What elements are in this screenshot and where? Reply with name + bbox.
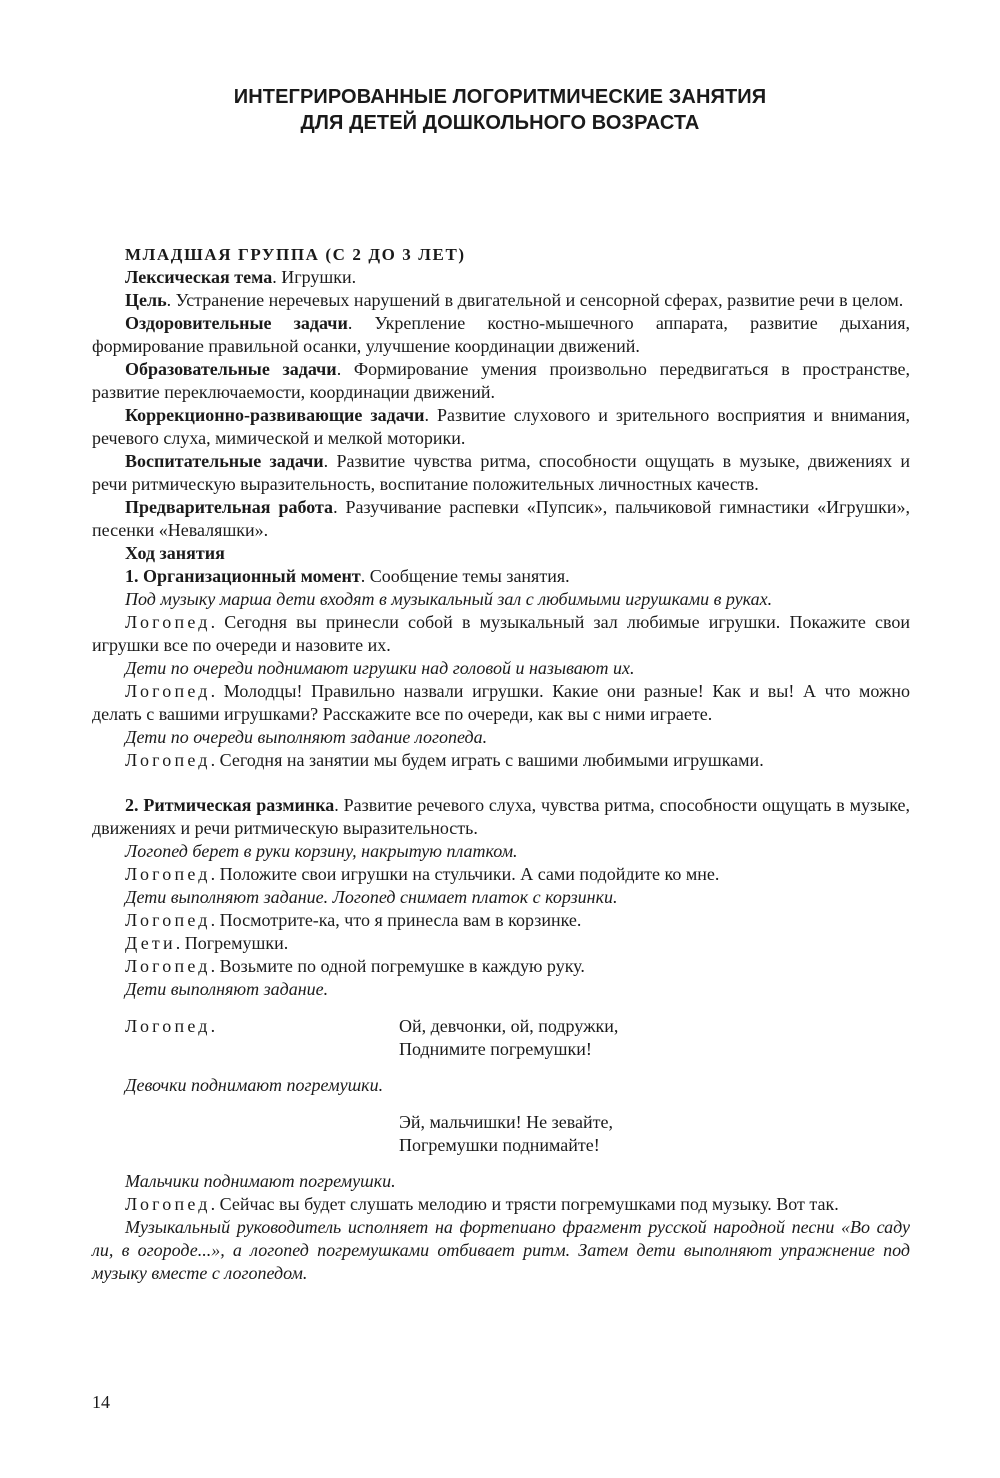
- stage-direction: Мальчики поднимают погремушки.: [125, 1171, 396, 1191]
- intro-text: . Разучивание распевки «Пупсик», пальчиковой гимнастики «Игрушки», песенки «Неваляшки».: [92, 497, 910, 540]
- intro-paragraph: [92, 496, 910, 542]
- stage-direction: Девочки поднимают погремушки.: [125, 1075, 384, 1095]
- speech-text: . Сегодня вы принесли собой в музыкальный зал любимые игрушки. Покажите свои игрушки все по очереди и назовите их.: [92, 612, 910, 655]
- stage-direction: Дети по очереди поднимают игрушки над головой и называют их.: [125, 658, 635, 678]
- intro-paragraph: [92, 289, 910, 312]
- stage-direction: Музыкальный руководитель исполняет на фортепиано фрагмент русской народной песни «Во саду ли, в огороде...», а логопед погремушками отбивает ритм. Затем дети выполняют упражнение под музыку вместе с логопедом.: [92, 1217, 910, 1283]
- intro-term: Оздоровительные задачи: [125, 313, 348, 333]
- intro-term: Цель: [125, 290, 167, 310]
- section-1-heading: [92, 565, 910, 588]
- section-2: [92, 794, 910, 1285]
- verse-line: Эй, мальчишки! Не зевайте,: [399, 1112, 613, 1132]
- section-1-title-rest: . Сообщение темы занятия.: [360, 566, 570, 586]
- intro-paragraph: [92, 404, 910, 450]
- intro-term: Лексическая тема: [125, 267, 273, 287]
- speech-line: [92, 749, 910, 772]
- speech-text: . Погремушки.: [175, 933, 289, 953]
- speaker-name: Дети: [125, 933, 176, 953]
- speaker-name: Логопед: [125, 1194, 211, 1214]
- speech-line: [92, 863, 910, 886]
- page-number: 14: [92, 1392, 110, 1412]
- verse-line: Ой, девчонки, ой, подружки,: [399, 1016, 619, 1036]
- speaker-name: Логопед: [125, 612, 211, 632]
- stage-direction: Дети по очереди выполняют задание логопеда.: [125, 727, 488, 747]
- intro-term: Коррекционно-развивающие задачи: [125, 405, 425, 425]
- speech-text: . Возьмите по одной погремушке в каждую руку.: [210, 956, 585, 976]
- speaker-name: Логопед: [125, 681, 211, 701]
- section-1-title: 1. Организационный момент: [125, 566, 361, 586]
- intro-term: Воспитательные задачи: [125, 451, 324, 471]
- speech-text: . Молодцы! Правильно назвали игрушки. Какие они разные! Как и вы! А что можно делать с вашими игрушками? Расскажите все по очереди, как вы с ними играете.: [92, 681, 910, 724]
- speaker-name: Логопед: [125, 910, 211, 930]
- speaker-name: Логопед: [125, 864, 211, 884]
- verse-speaker: Логопед.: [125, 1016, 219, 1036]
- lesson-heading: Ход занятия: [125, 543, 225, 563]
- intro-text: . Развитие слухового и зрительного восприятия и внимания, речевого слуха, мимической и мелкой моторики.: [92, 405, 911, 448]
- intro-paragraph: [92, 358, 910, 404]
- speech-line: [92, 611, 910, 657]
- speech-text: . Сейчас вы будет слушать мелодию и трясти погремушками под музыку. Вот так.: [210, 1194, 839, 1214]
- page-title: [100, 84, 900, 136]
- stage-direction: Дети выполняют задание.: [125, 979, 329, 999]
- speech-text: . Посмотрите-ка, что я принесла вам в корзинке.: [210, 910, 582, 930]
- speaker-name: Логопед: [125, 956, 211, 976]
- intro-block: [92, 266, 910, 542]
- intro-text: . Укрепление костно-мышечного аппарата, развитие дыхания, формирование правильной осанки, улучшение координации движений.: [92, 313, 910, 356]
- intro-paragraph: [92, 450, 910, 496]
- speech-line: [92, 955, 910, 978]
- verse-speaker-empty: [92, 1111, 399, 1157]
- speaker-name: Логопед: [125, 750, 211, 770]
- group-heading: МЛАДШАЯ ГРУППА (С 2 ДО 3 ЛЕТ): [125, 245, 466, 264]
- intro-text: . Развитие чувства ритма, способности ощущать в музыке, движениях и речи ритмическую выразительность, воспитание положительных личностных качеств.: [92, 451, 910, 494]
- title-line-1: ИНТЕГРИРОВАННЫЕ ЛОГОРИТМИЧЕСКИЕ ЗАНЯТИЯ: [233, 86, 767, 108]
- speech-line: [92, 680, 910, 726]
- intro-term: Образовательные задачи: [125, 359, 337, 379]
- verse-2: [92, 1111, 910, 1157]
- section-1: [92, 565, 910, 772]
- stage-direction: Логопед берет в руки корзину, накрытую платком.: [125, 841, 518, 861]
- verse-1: [92, 1015, 910, 1061]
- stage-direction: Под музыку марша дети входят в музыкальный зал с любимыми игрушками в руках.: [125, 589, 773, 609]
- verse-line: Поднимите погремушки!: [399, 1039, 592, 1059]
- section-2-heading: [92, 794, 910, 840]
- intro-text: . Устранение неречевых нарушений в двигательной и сенсорной сферах, развитие речи в целом.: [166, 290, 904, 310]
- intro-text: . Формирование умения произвольно передвигаться в пространстве, развитие переключаемости, координации движений.: [92, 359, 911, 402]
- intro-paragraph: [92, 312, 910, 358]
- speech-text: . Положите свои игрушки на стульчики. А сами подойдите ко мне.: [210, 864, 720, 884]
- speech-line: [92, 909, 910, 932]
- speech-line: [92, 932, 910, 955]
- stage-direction: Дети выполняют задание. Логопед снимает платок с корзинки.: [125, 887, 618, 907]
- title-line-2: ДЛЯ ДЕТЕЙ ДОШКОЛЬНОГО ВОЗРАСТА: [300, 112, 700, 134]
- section-2-title-rest: . Развитие речевого слуха, чувства ритма, способности ощущать в музыке, движениях и речи ритмическую выразительность.: [92, 795, 910, 838]
- intro-term: Предварительная работа: [125, 497, 334, 517]
- verse-lines: [399, 1111, 910, 1157]
- verse-line: Погремушки поднимайте!: [399, 1135, 600, 1155]
- page-body: [92, 243, 910, 1285]
- speech-line: [92, 1193, 910, 1216]
- speech-text: . Сегодня на занятии мы будем играть с вашими любимыми игрушками.: [210, 750, 764, 770]
- intro-text: . Игрушки.: [272, 267, 357, 287]
- section-2-title: 2. Ритмическая разминка: [125, 795, 335, 815]
- intro-paragraph: [92, 266, 910, 289]
- verse-lines: [399, 1015, 910, 1061]
